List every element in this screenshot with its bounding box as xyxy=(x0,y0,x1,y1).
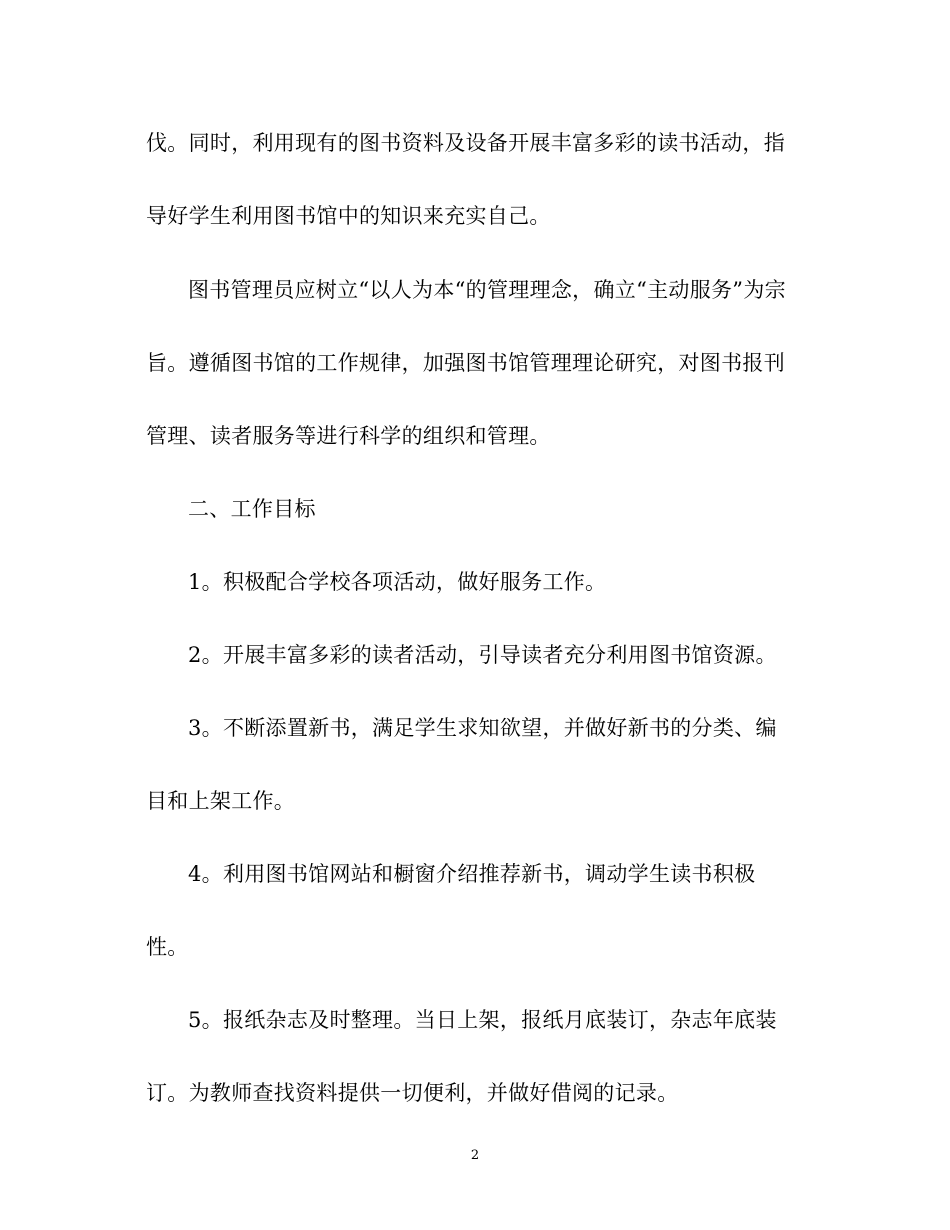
section-heading: 二、工作目标 xyxy=(188,497,316,521)
list-item-line: 4。利用图书馆网站和橱窗介绍推荐新书，调动学生读书积极 xyxy=(188,862,756,886)
list-item-line: 订。为教师查找资料提供一切便利，并做好借阅的记录。 xyxy=(146,1081,679,1105)
list-item-line: 目和上架工作。 xyxy=(146,789,296,813)
list-item-line: 5。报纸杂志及时整理。当日上架，报纸月底装订，杂志年底装 xyxy=(188,1008,777,1032)
list-item-line: 性。 xyxy=(146,935,189,959)
list-item-line: 3。不断添置新书，满足学生求知欲望，并做好新书的分类、编 xyxy=(188,716,777,740)
paragraph-line: 管理、读者服务等进行科学的组织和管理。 xyxy=(146,424,551,448)
list-item-line: 2。开展丰富多彩的读者活动，引导读者充分利用图书馆资源。 xyxy=(188,643,777,667)
paragraph-line: 伐。同时，利用现有的图书资料及设备开展丰富多彩的读书活动，指 xyxy=(146,131,785,155)
paragraph-line: 导好学生利用图书馆中的知识来充实自己。 xyxy=(146,204,551,228)
paragraph-line: 旨。遵循图书馆的工作规律，加强图书馆管理理论研究，对图书报刊 xyxy=(146,351,785,375)
list-item-line: 1。积极配合学校各项活动，做好服务工作。 xyxy=(188,570,607,594)
page-number: 2 xyxy=(470,1148,480,1163)
paragraph-line: 图书管理员应树立“以人为本“的管理理念，确立“主动服务”为宗 xyxy=(188,278,786,302)
